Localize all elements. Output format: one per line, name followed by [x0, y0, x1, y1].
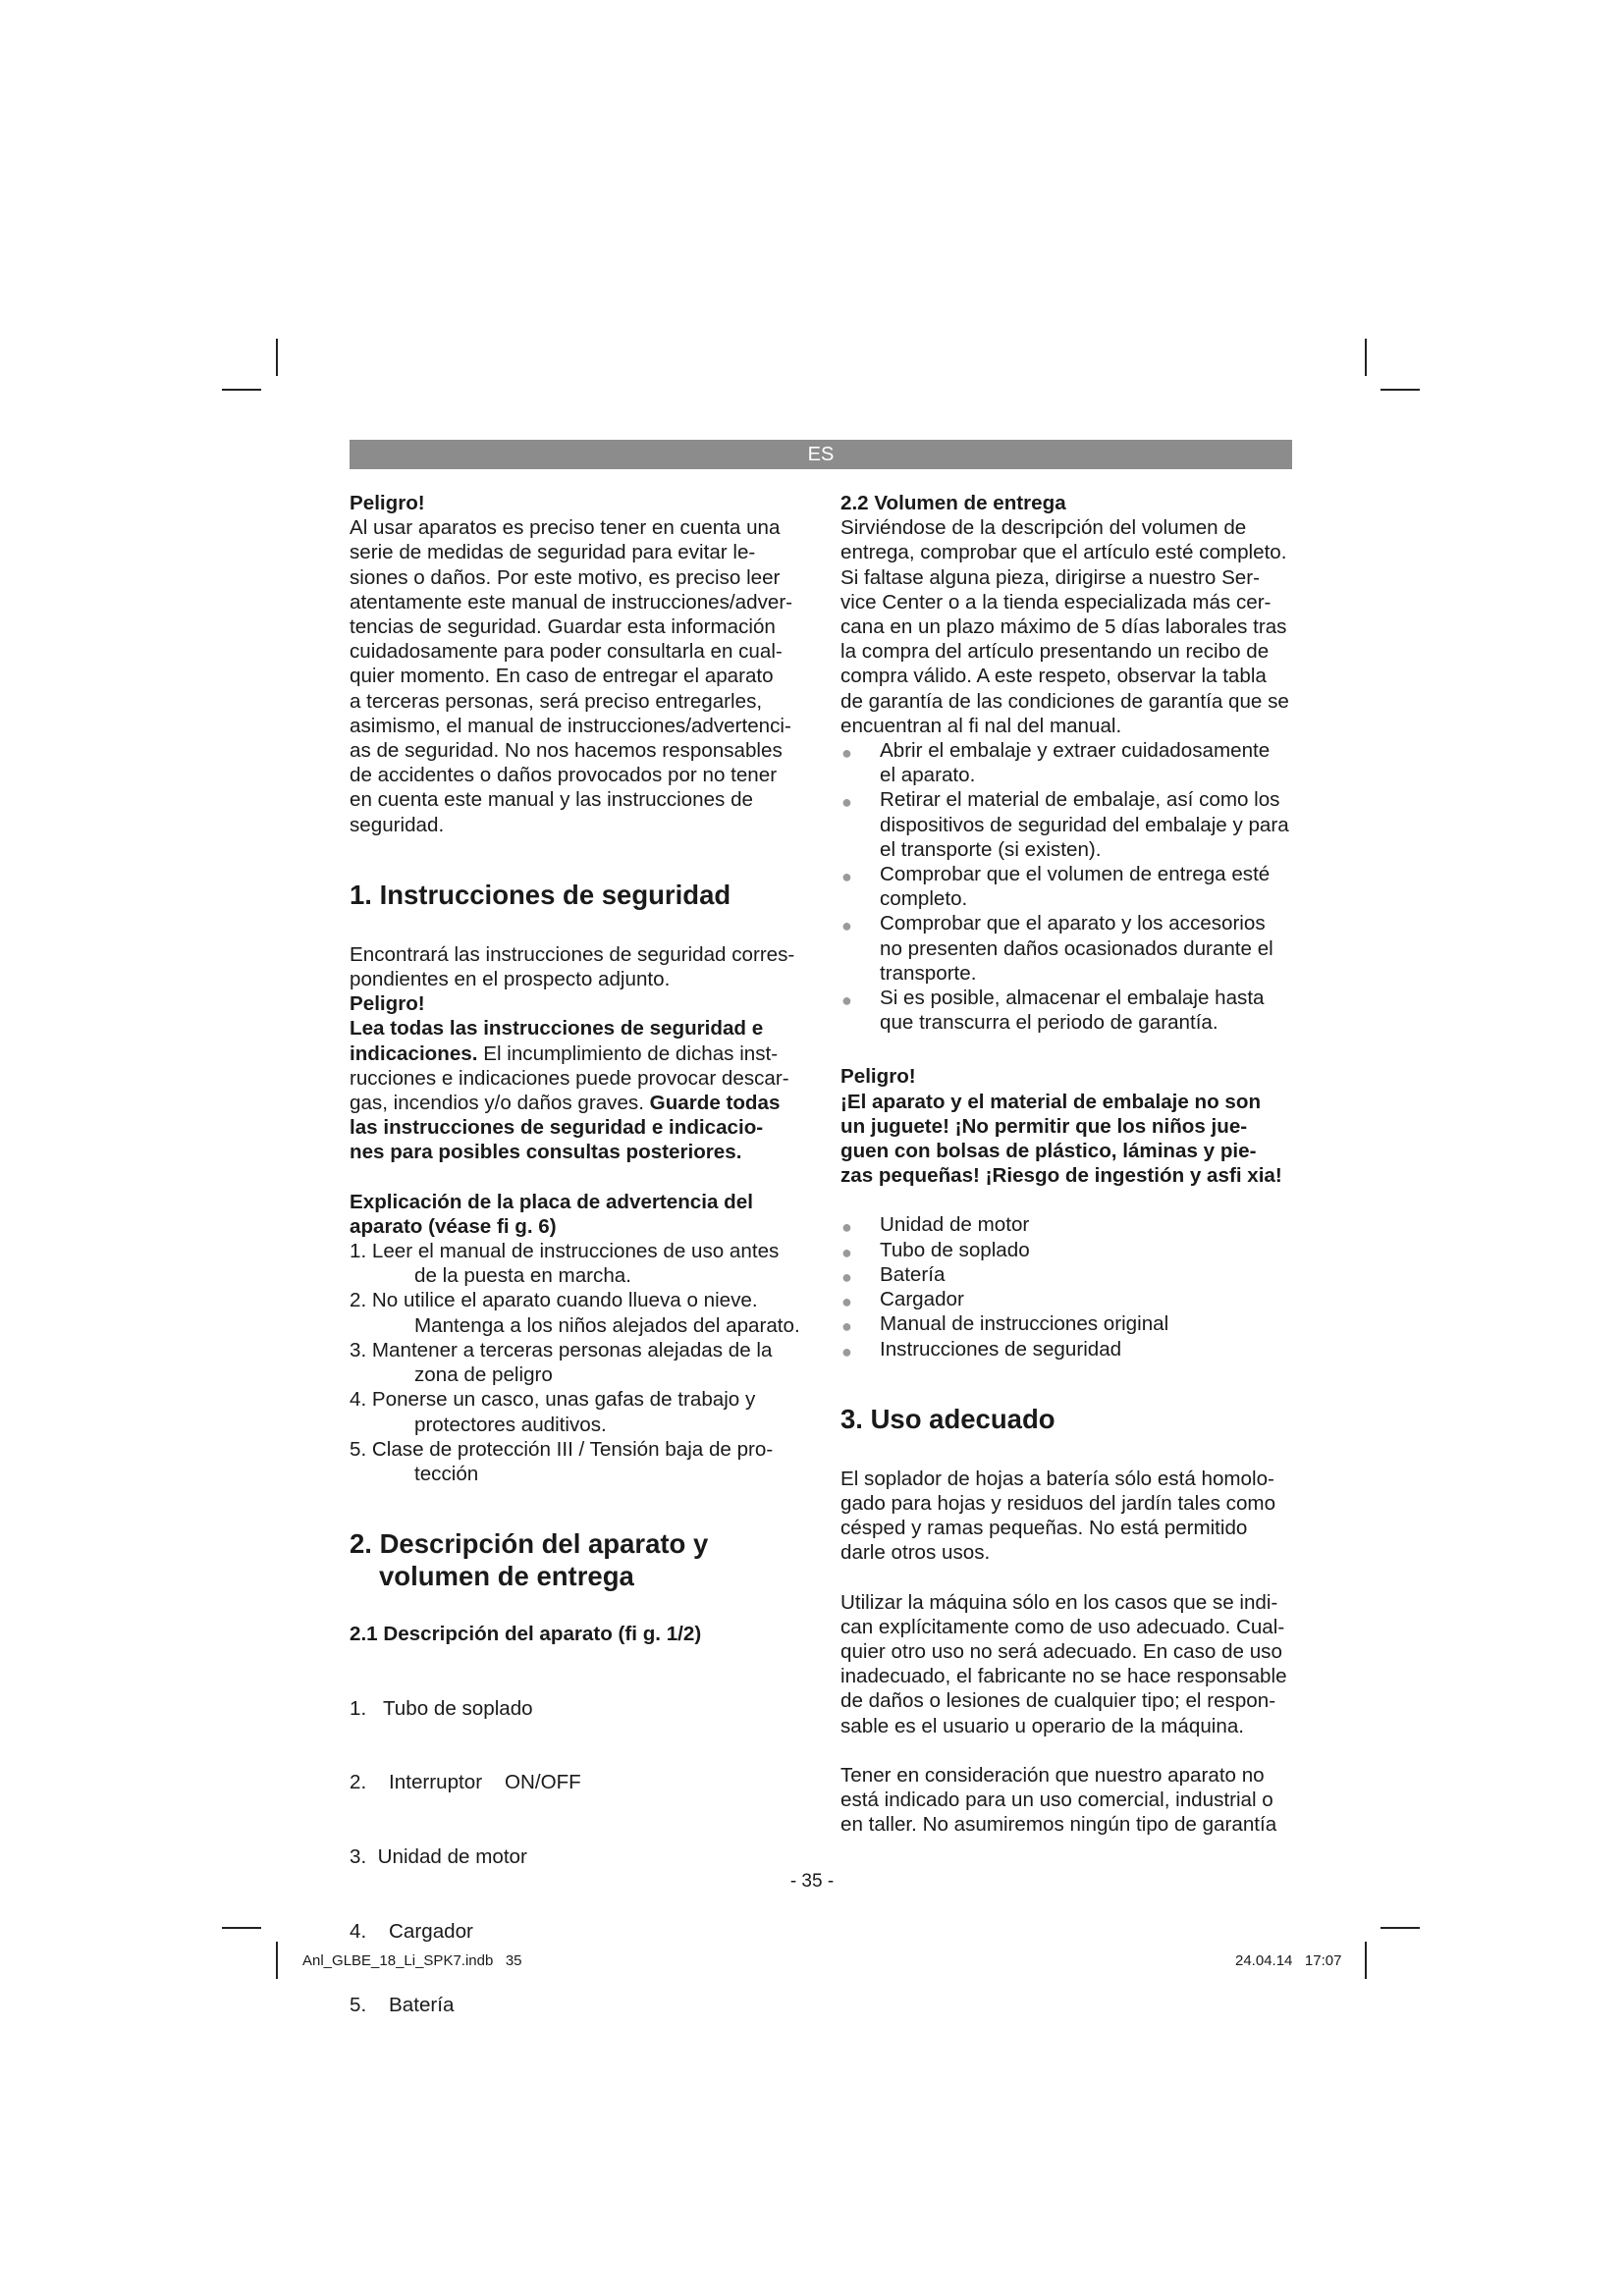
- intended-use-paragraph: [840, 1763, 1298, 1838]
- list-item: 2. No utilice el aparato cuando llueva o nieve. Mantenga a los niños alejados del aparato.: [350, 1289, 800, 1337]
- text-line: Si faltase alguna pieza, dirigirse a nuestro Ser-: [840, 565, 1260, 589]
- text-line: tencias de seguridad. Guardar esta información: [350, 615, 776, 639]
- list-item: 2. Interruptor ON/OFF: [350, 1771, 581, 1794]
- intended-use-paragraph: [840, 1467, 1298, 1566]
- bullet-dot-icon: ●: [841, 1266, 852, 1287]
- text-line: vice Center o a la tienda especializada más cer-: [840, 590, 1272, 614]
- text-line: a terceras personas, será preciso entregarles,: [350, 689, 763, 713]
- text-line: de daños o lesiones de cualquier tipo; el respon-: [840, 1689, 1276, 1713]
- list-item: ● Batería: [840, 1262, 1298, 1287]
- crop-mark: [276, 339, 278, 376]
- subsection-2-1-title: 2.1 Descripción del aparato (fi g. 1/2): [350, 1623, 702, 1646]
- bullet-dot-icon: ●: [841, 792, 852, 813]
- crop-mark: [222, 389, 261, 391]
- list-item: ● Si es posible, almacenar el embalaje hasta que transcurra el periodo de garantía.: [841, 987, 1265, 1035]
- bullet-dot-icon: ●: [841, 1316, 852, 1337]
- list-item: ● Cargador: [840, 1287, 1298, 1311]
- intended-use-paragraph: [840, 1590, 1298, 1738]
- text-line: Tener en consideración que nuestro aparato no: [840, 1763, 1265, 1787]
- text-line: las instrucciones de seguridad e indicacio-: [350, 1116, 764, 1140]
- crop-mark: [1380, 1927, 1420, 1929]
- text-line: guen con bolsas de plástico, láminas y pie-: [840, 1140, 1257, 1163]
- bullet-dot-icon: ●: [841, 743, 852, 764]
- bullet-dot-icon: ●: [841, 1341, 852, 1362]
- left-column: [350, 491, 813, 2067]
- list-item: ● Unidad de motor: [840, 1212, 1298, 1237]
- text-line: indicaciones. El incumplimiento de dichas inst-: [350, 1041, 779, 1065]
- text-line: cuidadosamente para poder consultarla en cual-: [350, 640, 783, 664]
- text-line: Encontrará las instrucciones de seguridad corres-: [350, 942, 795, 966]
- bullet-dot-icon: ●: [841, 990, 852, 1011]
- text-line: gas, incendios y/o daños graves. Guarde todas: [350, 1092, 781, 1115]
- text-line: Sirviéndose de la descripción del volumen de: [840, 516, 1247, 540]
- text-line: en taller. No asumiremos ningún tipo de garantía: [840, 1813, 1277, 1837]
- text-line: Utilizar la máquina sólo en los casos que se indi-: [840, 1590, 1278, 1614]
- text-line: Lea todas las instrucciones de seguridad e: [350, 1017, 764, 1041]
- language-bar: ES: [350, 440, 1292, 469]
- text-line: sable es el usuario u operario de la máquina.: [840, 1714, 1244, 1737]
- text-line: quier otro uso no será adecuado. En caso de uso: [840, 1639, 1282, 1663]
- list-item: 4. Cargador: [350, 1919, 473, 1943]
- text-line: darle otros usos.: [840, 1541, 991, 1565]
- text-line: la compra del artículo presentando un recibo de: [840, 640, 1270, 664]
- list-item: ● Comprobar que el aparato y los accesorios no presenten daños ocasionados durante el transporte.: [841, 912, 1273, 985]
- list-item: ● Instrucciones de seguridad: [840, 1337, 1298, 1362]
- warning-plate-title: Explicación de la placa de advertencia del: [350, 1190, 753, 1213]
- bullet-dot-icon: ●: [841, 867, 852, 887]
- bullet-dot-icon: ●: [841, 1217, 852, 1238]
- delivery-contents-list: [840, 1212, 1298, 1361]
- bullet-dot-icon: ●: [841, 1242, 852, 1262]
- text-line: un juguete! ¡No permitir que los niños jue-: [840, 1114, 1248, 1138]
- list-item: 5. Clase de protección III / Tensión baja de pro- tección: [350, 1437, 774, 1485]
- text-line: ¡El aparato y el material de embalaje no son: [840, 1090, 1262, 1113]
- text-line: gado para hojas y residuos del jardín tales como: [840, 1491, 1276, 1515]
- text-line: está indicado para un uso comercial, industrial o: [840, 1788, 1273, 1811]
- list-item: ● Retirar el material de embalaje, así como los dispositivos de seguridad del embalaje y para el transporte (si existen).: [841, 788, 1289, 861]
- intro-title: Peligro!: [350, 492, 425, 514]
- text-line: encuentran al fi nal del manual.: [840, 714, 1122, 737]
- unpacking-steps: [840, 738, 1298, 1035]
- crop-mark: [1380, 389, 1420, 391]
- section-3-heading: 3. Uso adecuado: [840, 1403, 1056, 1434]
- text-line: asimismo, el manual de instrucciones/advertenci-: [350, 714, 791, 737]
- right-column: [840, 491, 1298, 1837]
- crop-mark: [276, 1942, 278, 1979]
- list-item: 3. Mantener a terceras personas alejadas de la zona de peligro: [350, 1338, 773, 1387]
- text-line: Al usar aparatos es preciso tener en cuenta una: [350, 516, 781, 540]
- text-line: entrega, comprobar que el artículo esté completo.: [840, 541, 1287, 564]
- text-line: seguridad.: [350, 813, 445, 836]
- subsection-2-2-title: 2.2 Volumen de entrega: [840, 492, 1066, 514]
- text-line: atentamente este manual de instrucciones/adver-: [350, 590, 793, 614]
- text-line: pondientes en el prospecto adjunto.: [350, 968, 671, 991]
- text-line: serie de medidas de seguridad para evitar le-: [350, 541, 756, 564]
- section-2-heading: 2. Descripción del aparato y volumen de entrega: [350, 1528, 709, 1592]
- text-line: de garantía de las condiciones de garantía que se: [840, 689, 1289, 713]
- delivery-paragraph: [840, 515, 1298, 738]
- page-number: - 35 -: [789, 1871, 835, 1892]
- intro-paragraph: [350, 515, 813, 837]
- warning-plate-title: aparato (véase fi g. 6): [350, 1214, 557, 1238]
- text-line: can explícitamente como de uso adecuado. Cual-: [840, 1615, 1285, 1638]
- text-line: cana en un plazo máximo de 5 días laborales tras: [840, 615, 1287, 639]
- crop-mark: [222, 1927, 261, 1929]
- text-line: césped y ramas pequeñas. No está permitido: [840, 1517, 1248, 1540]
- text-line: siones o daños. Por este motivo, es preciso leer: [350, 565, 781, 589]
- text-line: as de seguridad. No nos hacemos responsables: [350, 739, 783, 763]
- text-line: de accidentes o daños provocados por no tener: [350, 764, 778, 787]
- bullet-dot-icon: ●: [841, 916, 852, 936]
- danger-label: Peligro!: [840, 1065, 916, 1089]
- crop-mark: [1365, 339, 1367, 376]
- bullet-dot-icon: ●: [841, 1292, 852, 1312]
- list-item: 4. Ponerse un casco, unas gafas de trabajo y protectores auditivos.: [350, 1388, 756, 1436]
- list-item: ● Manual de instrucciones original: [840, 1311, 1298, 1336]
- text-line: nes para posibles consultas posteriores.: [350, 1141, 742, 1164]
- list-item: ● Comprobar que el volumen de entrega esté completo.: [841, 863, 1271, 911]
- list-item: ● Abrir el embalaje y extraer cuidadosamente el aparato.: [841, 739, 1271, 787]
- warning-plate-list: [350, 1239, 813, 1486]
- section-1-heading: 1. Instrucciones de seguridad: [350, 879, 731, 910]
- text-line: rucciones e indicaciones puede provocar descar-: [350, 1066, 789, 1090]
- list-item: 3. Unidad de motor: [350, 1844, 527, 1868]
- text-line: El soplador de hojas a batería sólo está homolo-: [840, 1467, 1274, 1490]
- danger-label: Peligro!: [350, 992, 425, 1016]
- print-timestamp: 24.04.14 17:07: [1235, 1952, 1342, 1969]
- list-item: 5. Batería: [350, 1994, 455, 2017]
- print-file-name: Anl_GLBE_18_Li_SPK7.indb 35: [302, 1952, 522, 1969]
- text-line: quier momento. En caso de entregar el aparato: [350, 665, 774, 688]
- device-parts-list: [350, 1646, 813, 2066]
- text-line: en cuenta este manual y las instrucciones de: [350, 788, 753, 812]
- text-line: inadecuado, el fabricante no se hace responsable: [840, 1665, 1287, 1688]
- text-line: zas pequeñas! ¡Riesgo de ingestión y asfi xia!: [840, 1164, 1282, 1188]
- crop-mark: [1365, 1942, 1367, 1979]
- list-item: 1. Leer el manual de instrucciones de uso antes de la puesta en marcha.: [350, 1240, 780, 1288]
- list-item: 1. Tubo de soplado: [350, 1696, 533, 1720]
- list-item: ● Tubo de soplado: [840, 1238, 1298, 1262]
- text-line: compra válido. A este respeto, observar la tabla: [840, 665, 1267, 688]
